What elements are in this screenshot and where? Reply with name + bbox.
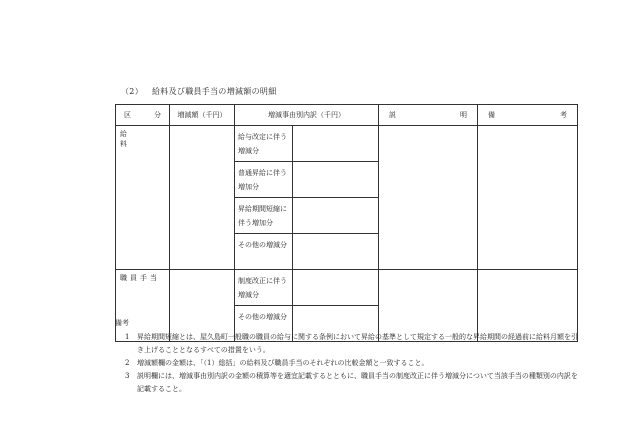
- note-item: [115, 370, 580, 396]
- note-item: [115, 357, 580, 370]
- amount-cell: [170, 126, 235, 270]
- notes-section: [115, 317, 580, 396]
- note-number: 1: [125, 333, 130, 341]
- item-label: 昇給期間短縮に伴う増加分: [235, 198, 293, 234]
- header-row: [116, 105, 578, 126]
- item-label: その他の増減分: [235, 306, 293, 342]
- category-salary: 給 料: [116, 126, 170, 270]
- note-number: 3: [125, 372, 130, 380]
- category-allowance: 職員手当: [116, 270, 170, 342]
- item-value: [293, 162, 379, 198]
- table-row: [116, 126, 578, 162]
- note-text: 増減額欄の金額は、「（1）総括」の給料及び職員手当のそれぞれの比較金額と一致すること。: [137, 359, 429, 367]
- note-number: 2: [125, 359, 130, 367]
- section-title: 給料及び職員手当の増減額の明細: [152, 87, 277, 96]
- explanation-cell: [379, 126, 478, 270]
- section-number: （2）: [121, 87, 143, 96]
- table-row: [116, 270, 578, 306]
- header-category: 区 分: [116, 105, 170, 126]
- item-value: [293, 270, 379, 306]
- item-label: 制度改正に伴う増減分: [235, 270, 293, 306]
- header-breakdown: 増減事由別内訳（千円）: [235, 105, 379, 126]
- notes-title: 備考: [115, 319, 129, 327]
- remarks-cell: [478, 126, 578, 270]
- item-value: [293, 198, 379, 234]
- item-label: その他の増減分: [235, 234, 293, 270]
- header-explanation: 説 明: [379, 105, 478, 126]
- header-remarks: 備 考: [478, 105, 578, 126]
- item-label: 給与改定に伴う増減分: [235, 126, 293, 162]
- note-text: 昇給期間短縮とは、屋久島町一般職の職員の給与に関する条例において昇給の基準として規定する一般的な昇給期間の経過前に給料月額を引き上げることとなるすべての措置をいう。: [137, 333, 578, 354]
- header-amount: 増減額（千円）: [170, 105, 235, 126]
- note-item: [115, 331, 580, 357]
- note-text: 説明欄には、増減事由別内訳の金額の積算等を適宜記載するとともに、職員手当の制度改正に伴う増減分について当該手当の種類別の内訳を記載すること。: [137, 372, 578, 393]
- item-value: [293, 234, 379, 270]
- item-label: 普通昇給に伴う増加分: [235, 162, 293, 198]
- salary-breakdown-table: [115, 104, 578, 342]
- section-heading: [121, 86, 277, 97]
- item-value: [293, 126, 379, 162]
